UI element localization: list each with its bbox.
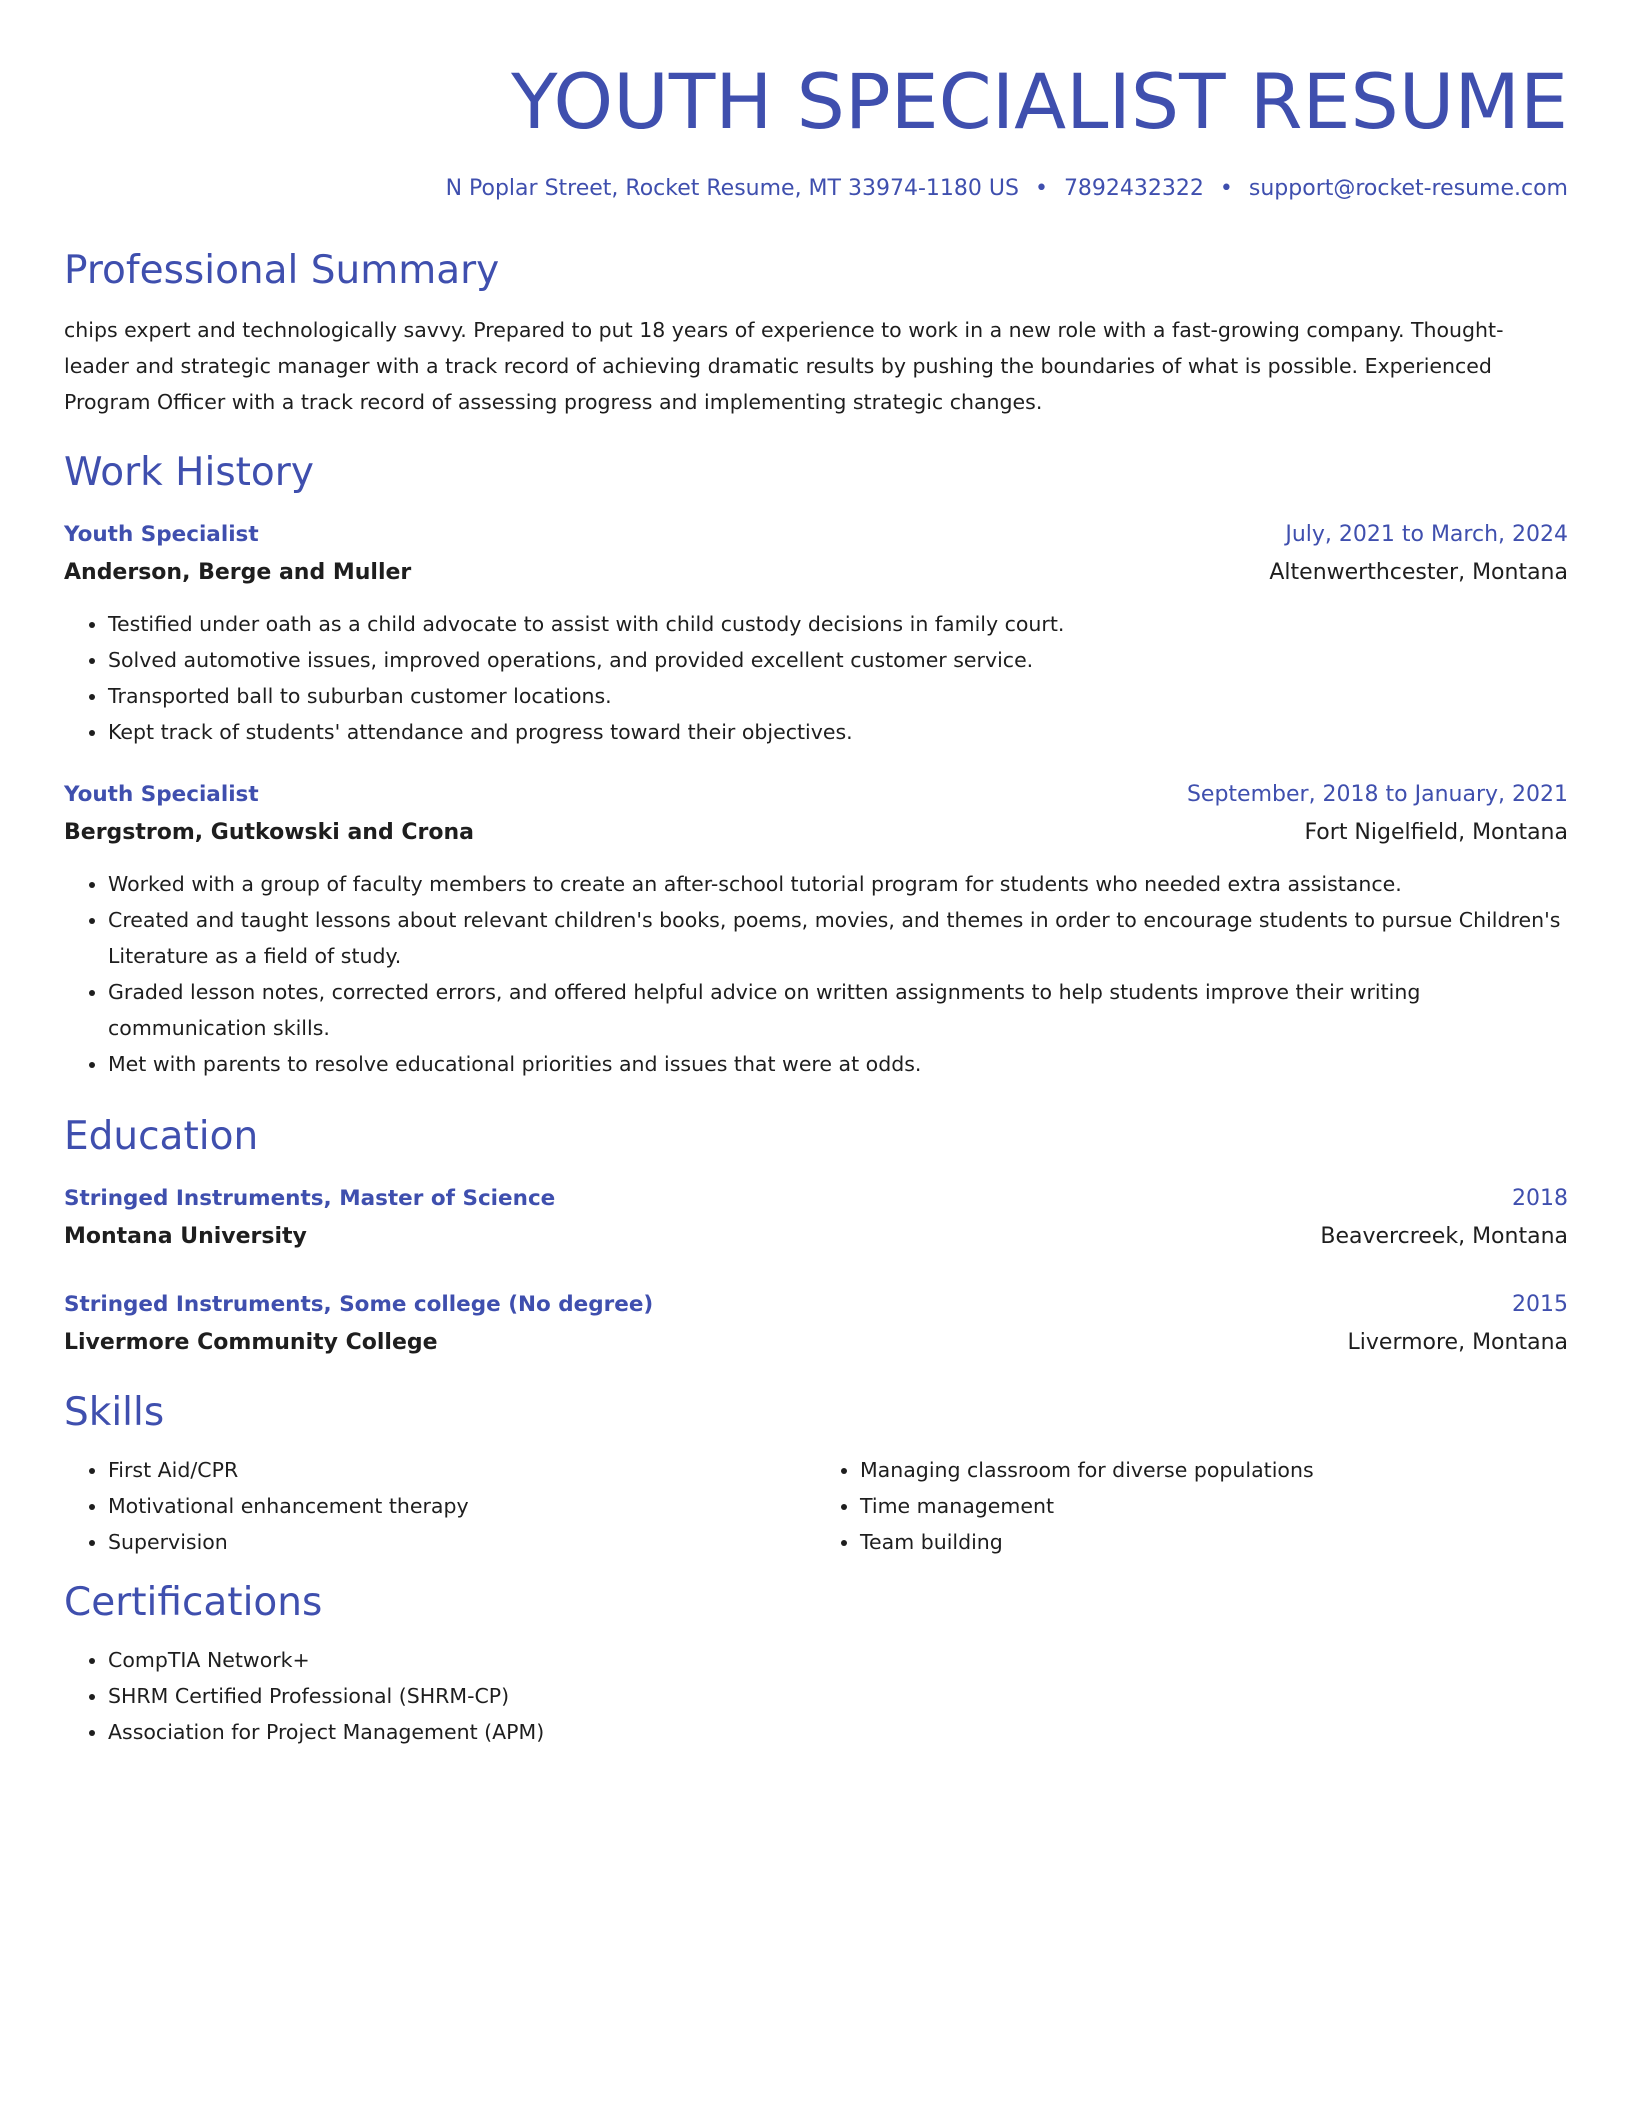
- list-item: • SHRM Certified Professional (SHRM-CP): [108, 1678, 1568, 1714]
- summary-section: [64, 246, 1568, 420]
- job-company-row: [64, 814, 1568, 852]
- list-item: • First Aid/CPR: [108, 1452, 816, 1488]
- list-item: • Supervision: [108, 1524, 816, 1560]
- job-company-row: [64, 554, 1568, 592]
- work-history-heading: Work History: [64, 450, 314, 495]
- resume-header: [64, 0, 1568, 204]
- contact-address: N Poplar Street, Rocket Resume, MT 33974-1180 US: [445, 176, 1019, 201]
- job-location: Altenwerthcester, Montana: [1269, 560, 1568, 585]
- job-title: Youth Specialist: [64, 522, 259, 547]
- education-entry: [64, 1180, 1568, 1256]
- job-header-row: [64, 516, 1568, 554]
- education-degree: Stringed Instruments, Some college (No degree): [64, 1292, 654, 1317]
- contact-separator: •: [1034, 176, 1048, 201]
- job-entry: [64, 516, 1568, 750]
- skills-grid: [64, 1452, 1568, 1560]
- list-item: • Created and taught lessons about relevant children's books, poems, movies, and themes in order to encourage students to pursue Children's Literature as a field of study.: [108, 902, 1568, 974]
- certifications-section: [64, 1578, 1568, 1750]
- job-dates: September, 2018 to January, 2021: [1186, 782, 1568, 807]
- skills-list-left: [64, 1452, 816, 1560]
- education-section: [64, 1112, 1568, 1362]
- education-header-row: [64, 1286, 1568, 1324]
- list-item: • Managing classroom for diverse populations: [860, 1452, 1568, 1488]
- list-item: • Graded lesson notes, corrected errors, and offered helpful advice on written assignments to help students improve their writing communication skills.: [108, 974, 1568, 1046]
- education-header-row: [64, 1180, 1568, 1218]
- job-dates: July, 2021 to March, 2024: [1285, 522, 1568, 547]
- summary-heading: Professional Summary: [64, 248, 500, 293]
- education-degree: Stringed Instruments, Master of Science: [64, 1186, 556, 1211]
- education-year: 2018: [1512, 1186, 1568, 1211]
- certifications-list: [64, 1642, 1568, 1750]
- skills-section: [64, 1388, 1568, 1560]
- list-item: • Association for Project Management (APM): [108, 1714, 1568, 1750]
- list-item: • Transported ball to suburban customer locations.: [108, 678, 1568, 714]
- list-item: • Kept track of students' attendance and progress toward their objectives.: [108, 714, 1568, 750]
- work-history-section: [64, 448, 1568, 1082]
- education-school: Livermore Community College: [64, 1330, 438, 1355]
- job-location: Fort Nigelfield, Montana: [1304, 820, 1568, 845]
- job-bullets: [64, 866, 1568, 1082]
- resume-title: YOUTH SPECIALIST RESUME: [511, 57, 1568, 146]
- education-school-row: [64, 1324, 1568, 1362]
- contact-email[interactable]: support@rocket-resume.com: [1248, 176, 1568, 201]
- list-item: • Time management: [860, 1488, 1568, 1524]
- contact-line: [64, 174, 1568, 204]
- list-item: • Team building: [860, 1524, 1568, 1560]
- job-header-row: [64, 776, 1568, 814]
- contact-separator: •: [1219, 176, 1233, 201]
- contact-phone: 7892432322: [1063, 176, 1204, 201]
- list-item: • CompTIA Network+: [108, 1642, 1568, 1678]
- education-entry: [64, 1286, 1568, 1362]
- certifications-heading: Certifications: [64, 1580, 323, 1625]
- list-item: • Solved automotive issues, improved operations, and provided excellent customer service.: [108, 642, 1568, 678]
- list-item: • Worked with a group of faculty members to create an after-school tutorial program for students who needed extra assistance.: [108, 866, 1568, 902]
- summary-text: chips expert and technologically savvy. Prepared to put 18 years of experience to work in a new role with a fast-growing company. Thought-leader and strategic manager with a track record of achieving dramatic results by pushing the boundaries of what is possible. Experienced Program Officer with a track record of assessing progress and implementing strategic changes.: [64, 318, 1504, 414]
- job-bullets: [64, 606, 1568, 750]
- education-year: 2015: [1512, 1292, 1568, 1317]
- education-school-row: [64, 1218, 1568, 1256]
- education-location: Livermore, Montana: [1347, 1330, 1568, 1355]
- job-title: Youth Specialist: [64, 782, 259, 807]
- job-entry: [64, 776, 1568, 1082]
- education-heading: Education: [64, 1114, 259, 1159]
- skills-heading: Skills: [64, 1390, 165, 1435]
- skills-list-right: [816, 1452, 1568, 1560]
- job-company: Anderson, Berge and Muller: [64, 560, 412, 585]
- education-location: Beavercreek, Montana: [1320, 1224, 1568, 1249]
- list-item: • Met with parents to resolve educational priorities and issues that were at odds.: [108, 1046, 1568, 1082]
- list-item: • Testified under oath as a child advocate to assist with child custody decisions in family court.: [108, 606, 1568, 642]
- job-company: Bergstrom, Gutkowski and Crona: [64, 820, 474, 845]
- education-school: Montana University: [64, 1224, 307, 1249]
- list-item: • Motivational enhancement therapy: [108, 1488, 816, 1524]
